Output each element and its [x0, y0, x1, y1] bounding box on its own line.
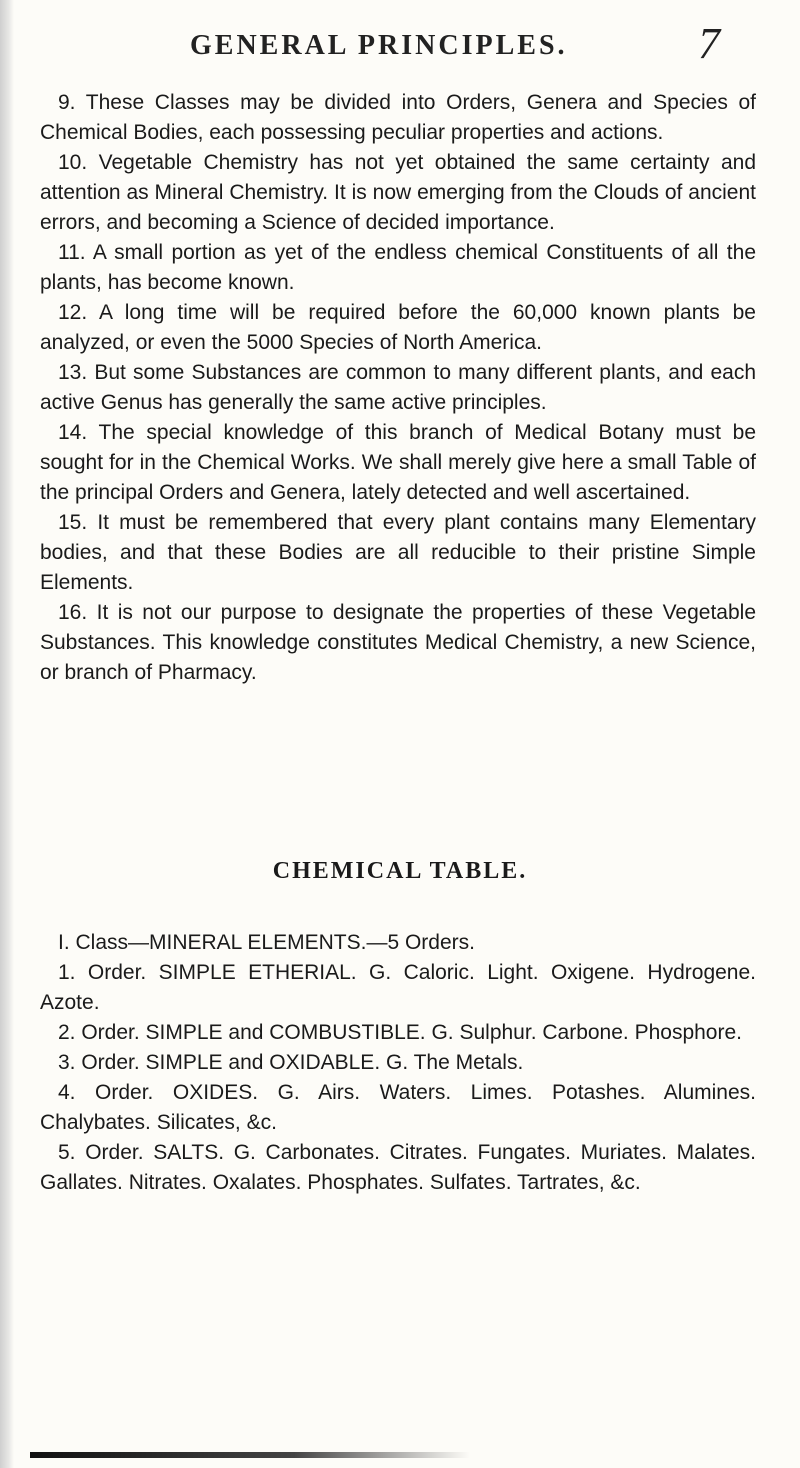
chemical-table-title: CHEMICAL TABLE.: [272, 858, 528, 884]
table-order-5: 5. Order. SALTS. G. Carbonates. Citrates. Fungates. Muriates. Malates. Gallates. Nitrates. Oxalates. Phosphates. Sulfates. Tartrates, &c.: [40, 1141, 756, 1194]
binding-gutter: [0, 0, 14, 1468]
table-order-4: 4. Order. OXIDES. G. Airs. Waters. Limes. Potashes. Alumines. Chalybates. Silicates, &c.: [40, 1081, 756, 1134]
table-order-3: 3. Order. SIMPLE and OXIDABLE. G. The Metals.: [58, 1051, 524, 1074]
body-text: [40, 88, 756, 688]
paragraph-10: 10. Vegetable Chemistry has not yet obtained the same certainty and attention as Mineral Chemistry. It is now emerging from the Clouds of ancient errors, and becoming a Science of decided importance.: [40, 151, 756, 234]
paragraph-9: 9. These Classes may be divided into Orders, Genera and Species of Chemical Bodies, each possessing peculiar properties and actions.: [40, 91, 756, 144]
paragraph-16: 16. It is not our purpose to designate the properties of these Vegetable Substances. This knowledge constitutes Medical Chemistry, a new Science, or branch of Pharmacy.: [40, 601, 756, 684]
table-order-1: 1. Order. SIMPLE ETHERIAL. G. Caloric. Light. Oxigene. Hydrogene. Azote.: [40, 961, 756, 1014]
bottom-edge-rule: [30, 1452, 470, 1458]
paragraph-12: 12. A long time will be required before the 60,000 known plants be analyzed, or even the 5000 Species of North America.: [40, 301, 756, 354]
running-title: GENERAL PRINCIPLES.: [190, 30, 568, 61]
running-header: [190, 19, 750, 68]
table-class-heading: I. Class—MINERAL ELEMENTS.—5 Orders.: [58, 931, 475, 954]
paragraph-14: 14. The special knowledge of this branch of Medical Botany must be sought for in the Chemical Works. We shall merely give here a small Table of the principal Orders and Genera, lately detected and well ascertained.: [40, 421, 756, 504]
paragraph-11: 11. A small portion as yet of the endless chemical Constituents of all the plants, has become known.: [40, 241, 756, 294]
chemical-table: [40, 928, 756, 1198]
paragraph-13: 13. But some Substances are common to many different plants, and each active Genus has generally the same active principles.: [40, 361, 756, 414]
page-number: 7: [698, 19, 720, 68]
paragraph-15: 15. It must be remembered that every plant contains many Elementary bodies, and that these Bodies are all reducible to their pristine Simple Elements.: [40, 511, 756, 594]
table-order-2: 2. Order. SIMPLE and COMBUSTIBLE. G. Sulphur. Carbone. Phosphore.: [58, 1021, 742, 1044]
